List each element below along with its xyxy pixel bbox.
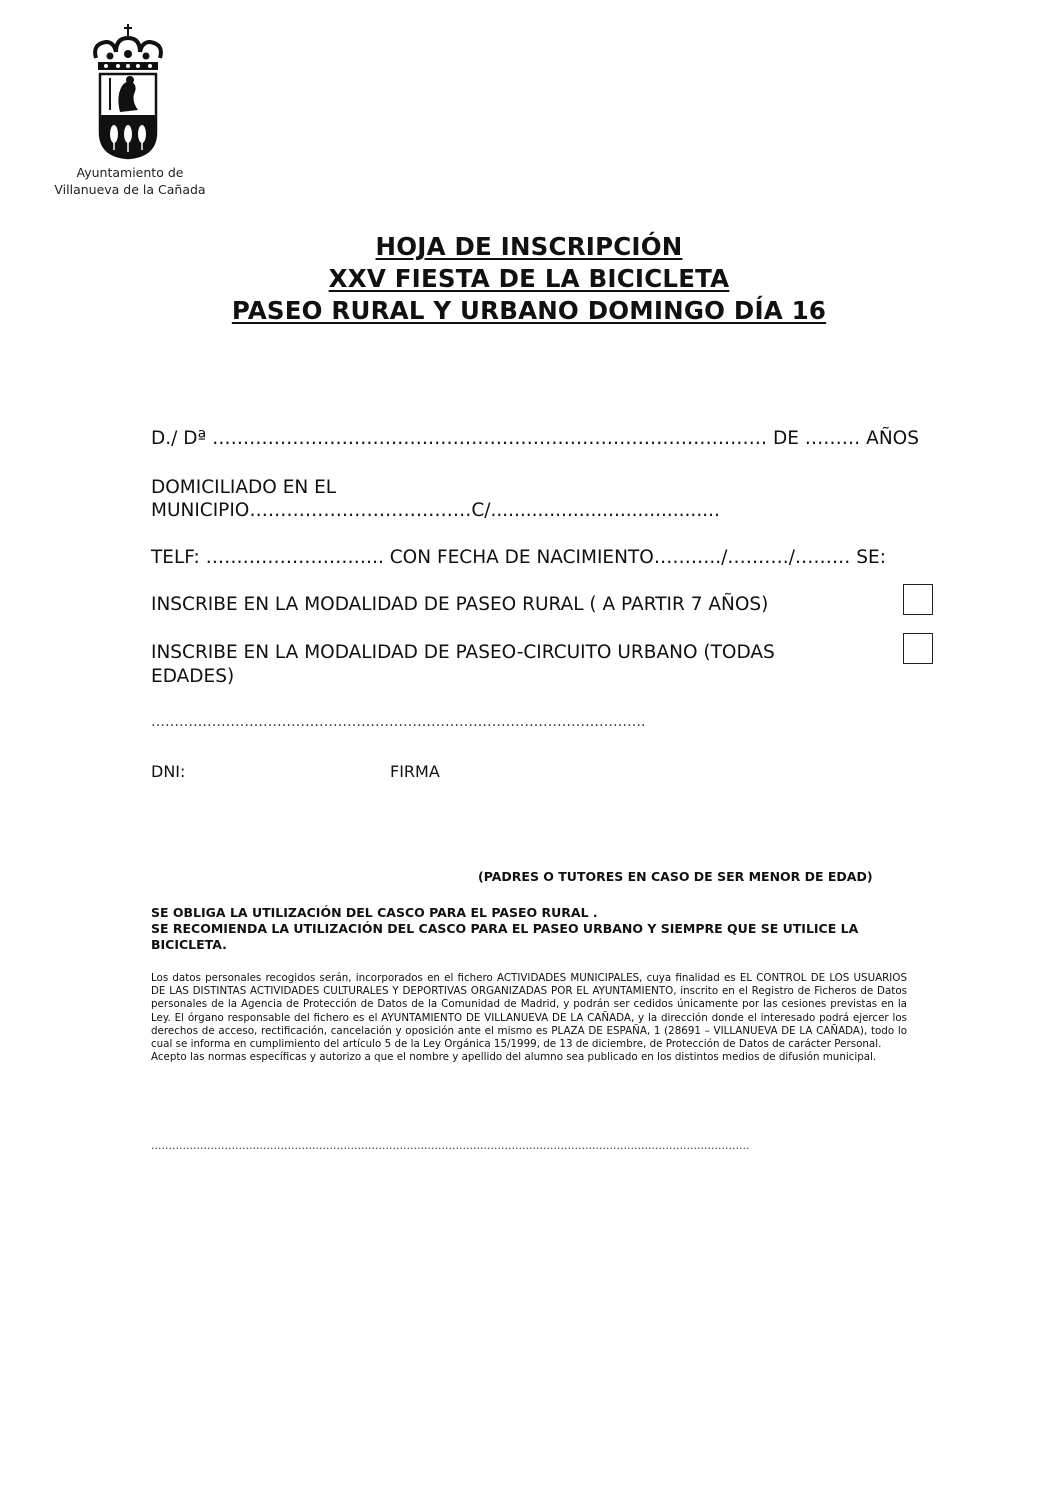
guardian-note: (PADRES O TUTORES EN CASO DE SER MENOR DE EDAD) <box>478 869 873 884</box>
name-age-field[interactable]: D./ Dª ……………………………………………………………………………… DE ……… AÑOS <box>151 428 919 449</box>
signature-label: FIRMA <box>390 762 440 781</box>
org-name-line1: Ayuntamiento de <box>76 165 184 180</box>
phone-birthdate-field[interactable]: TELF: ……………………….. CON FECHA DE NACIMIENTO………../………./……… SE: <box>151 547 886 568</box>
helmet-recommended-note-line1: SE RECOMIENDA LA UTILIZACIÓN DEL CASCO PARA EL PASEO URBANO Y SIEMPRE QUE SE UTILICE LA <box>151 921 859 936</box>
data-protection-paragraph: Los datos personales recogidos serán, incorporados en el fichero ACTIVIDADES MUNICIPALES, cuya finalidad es EL CONTROL DE LOS USUARIOS DE LAS DISTINTAS ACTIVIDADES CULTURALES Y DEPORTIVAS ORGANIZADAS POR EL AYUNTAMIENTO, inscrito en el Registro de Ficheros de Datos personales de la Agencia de Protección de Datos de la Comunidad de Madrid, y podrán ser cedidos únicamente por las cesiones previstas en la Ley. El órgano responsable del fichero es el AYUNTAMIENTO DE VILLANUEVA DE LA CAÑADA, y la dirección donde el interesado podrá ejercer los derechos de acceso, rectificación, cancelación y oposición ante el mismo es PLAZA DE ESPAÑA, 1 (28691 – VILLANUEVA DE LA CAÑADA), todo lo cual se informa en cumplimiento del artículo 5 de la Ley Orgánica 15/1999, de 13 de diciembre, de Protección de Datos de carácter Personal. <box>151 972 907 1051</box>
dni-label: DNI: <box>151 762 186 781</box>
option-urban-label-line1: INSCRIBE EN LA MODALIDAD DE PASEO-CIRCUITO URBANO (TODAS <box>151 642 775 663</box>
rural-checkbox[interactable] <box>903 584 933 615</box>
helmet-recommended-note-line2: BICICLETA. <box>151 937 227 952</box>
municipality-street-field[interactable]: MUNICIPIO………………………………C/....................................... <box>151 500 720 521</box>
data-protection-notice <box>151 972 907 1064</box>
helmet-required-note: SE OBLIGA LA UTILIZACIÓN DEL CASCO PARA EL PASEO RURAL . <box>151 905 598 920</box>
domicile-label: DOMICILIADO EN EL <box>151 477 337 498</box>
municipal-coat-of-arms-logo <box>86 22 170 162</box>
consent-signature-line[interactable]: ……………………………………………………………………………………………………………………………………………………… <box>151 1140 750 1152</box>
document-title: HOJA DE INSCRIPCIÓN <box>375 232 683 261</box>
option-rural-label: INSCRIBE EN LA MODALIDAD DE PASEO RURAL ( A PARTIR 7 AÑOS) <box>151 594 769 615</box>
org-name-line2: Villanueva de la Cañada <box>54 182 206 197</box>
event-title: XXV FIESTA DE LA BICICLETA <box>328 264 730 293</box>
urban-checkbox[interactable] <box>903 633 933 664</box>
consent-paragraph: Acepto las normas específicas y autorizo a que el nombre y apellido del alumno sea publicado en los distintos medios de difusión municipal. <box>151 1051 877 1064</box>
event-subtitle: PASEO RURAL Y URBANO DOMINGO DÍA 16 <box>231 296 827 325</box>
option-urban-label-line2: EDADES) <box>151 666 235 687</box>
dotted-line: ……………………………………………………………………………………………. <box>151 714 646 730</box>
